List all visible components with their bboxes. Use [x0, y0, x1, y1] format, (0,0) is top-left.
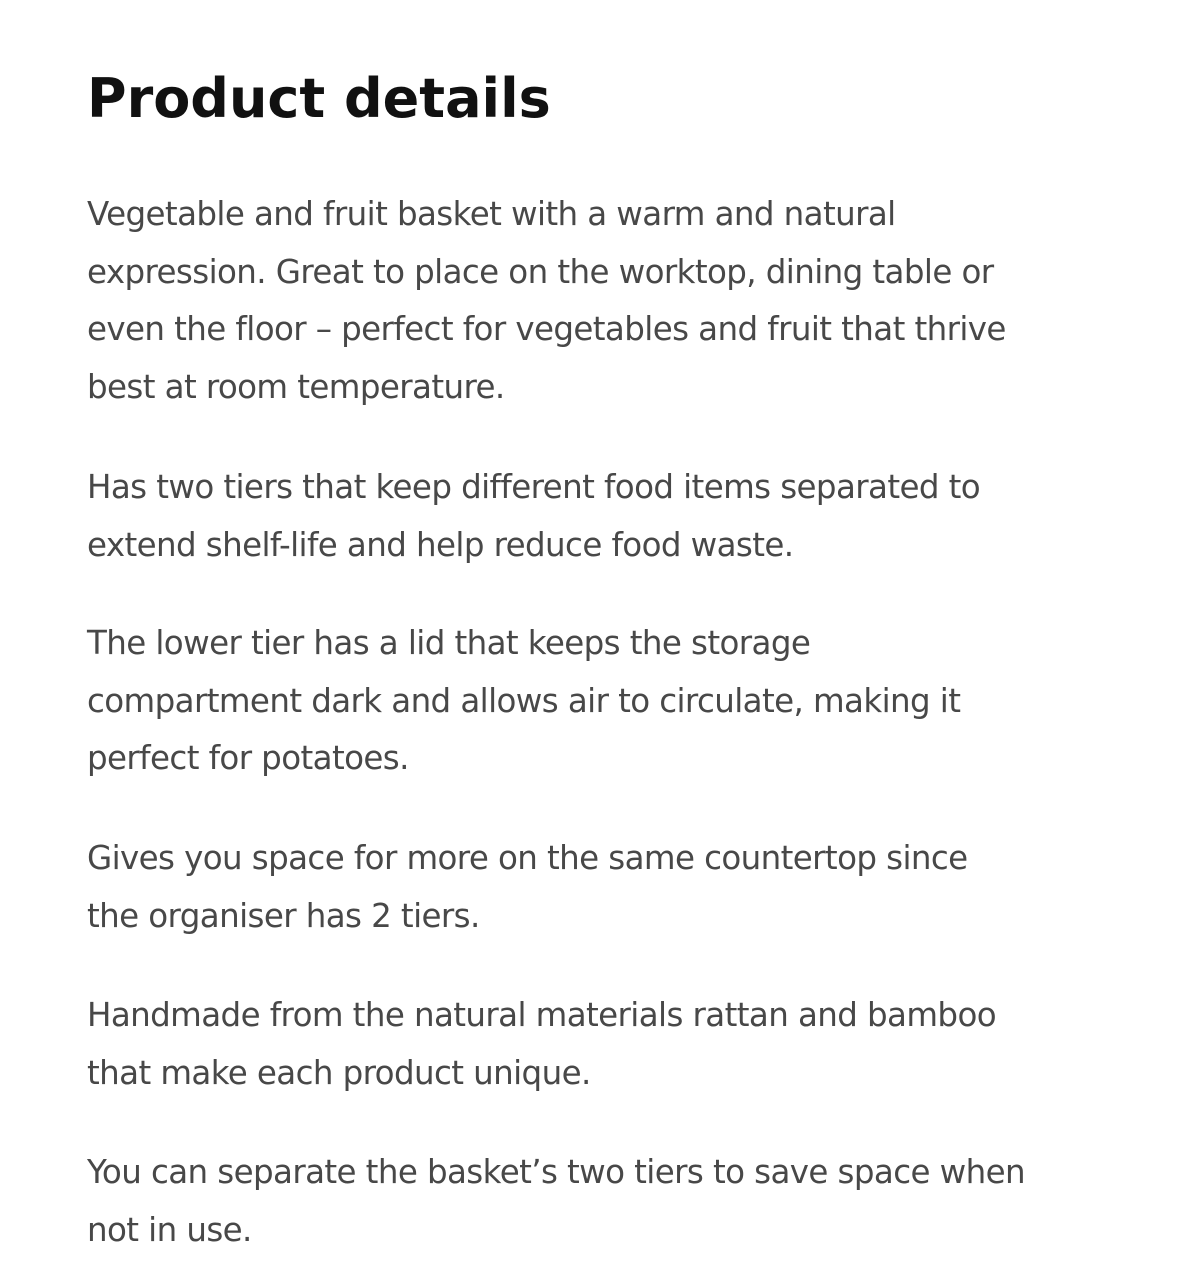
- paragraph-line: that make each product unique.: [87, 1053, 591, 1092]
- paragraph-line: compartment dark and allows air to circulate, making it: [87, 681, 961, 720]
- paragraph-line: expression. Great to place on the worktop, dining table or: [87, 252, 994, 291]
- handmade-paragraph: [87, 987, 1147, 1102]
- paragraph-line: You can separate the basket’s two tiers to save space when: [87, 1153, 1025, 1191]
- paragraph-line: Gives you space for more on the same countertop since: [87, 839, 968, 877]
- paragraph-line: the organiser has 2 tiers.: [87, 896, 480, 935]
- product-description-paragraph: [87, 186, 1147, 416]
- paragraph-line: even the floor – perfect for vegetables and fruit that thrive: [87, 310, 1006, 348]
- paragraph-line: Vegetable and fruit basket with a warm and natural: [87, 195, 896, 233]
- paragraph-line: extend shelf-life and help reduce food waste.: [87, 525, 794, 564]
- separate-tiers-paragraph: [87, 1144, 1147, 1259]
- paragraph-line: Has two tiers that keep different food items separated to: [87, 468, 981, 506]
- paragraph-line: not in use.: [87, 1210, 252, 1249]
- tiers-paragraph: [87, 459, 1147, 574]
- paragraph-line: best at room temperature.: [87, 367, 505, 406]
- countertop-space-paragraph: [87, 830, 1147, 945]
- product-details-title: Product details: [87, 67, 551, 130]
- product-details-panel: [87, 0, 1147, 1249]
- paragraph-line: The lower tier has a lid that keeps the storage: [87, 624, 811, 662]
- paragraph-line: perfect for potatoes.: [87, 739, 409, 777]
- lid-paragraph: [87, 615, 1147, 788]
- paragraph-line: Handmade from the natural materials rattan and bamboo: [87, 996, 997, 1034]
